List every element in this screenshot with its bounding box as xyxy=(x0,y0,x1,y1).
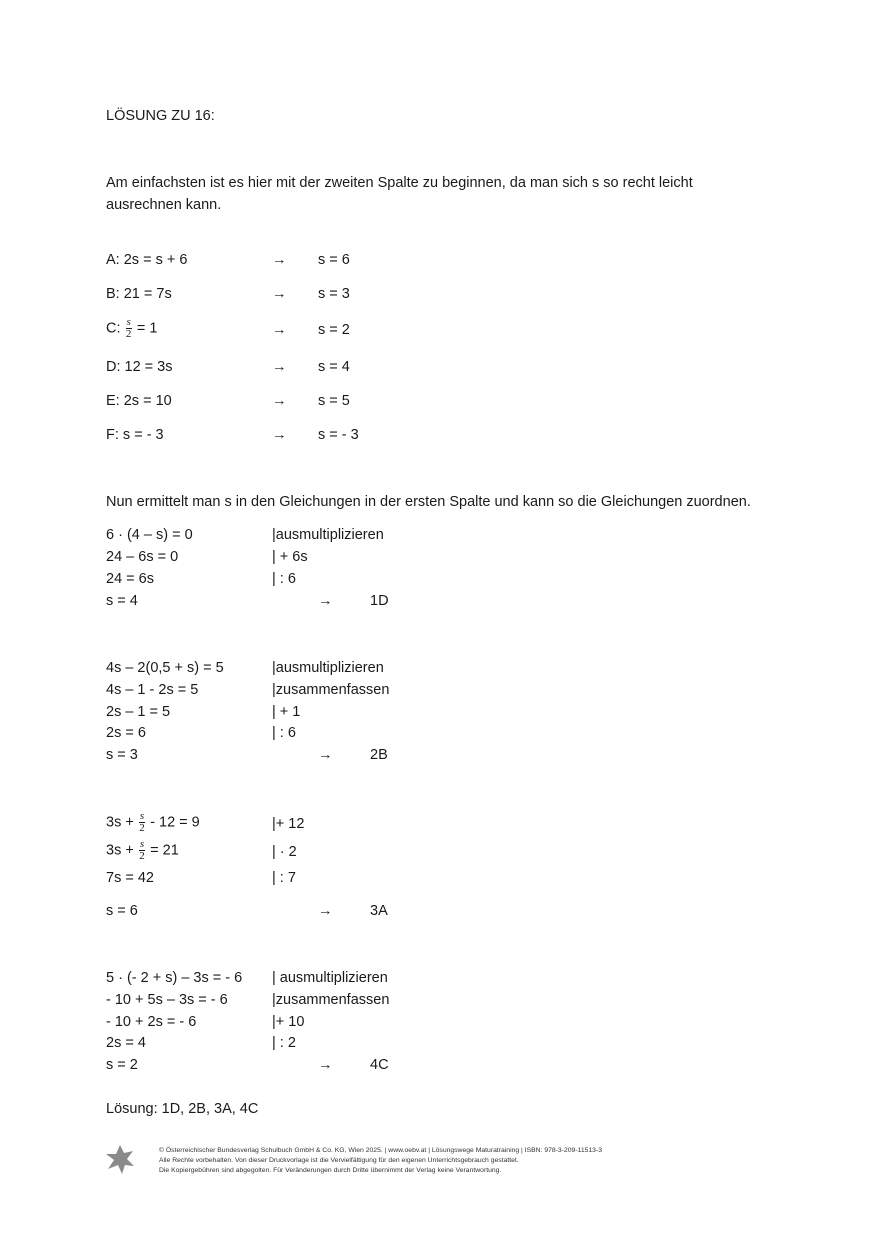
intro-line-1: Am einfachsten ist es hier mit der zweiten Spalte zu beginnen, da man sich s so recht leicht xyxy=(106,175,693,191)
page-title: LÖSUNG ZU 16: xyxy=(106,108,215,124)
equation: 24 = 6s xyxy=(106,571,154,587)
footer-line-3: Die Kopiergebühren sind abgegolten. Für Veränderungen durch Dritte übernimmt der Verlag keine Verantwortung. xyxy=(159,1167,502,1174)
operation: |+ 10 xyxy=(272,1014,305,1030)
operation: | : 2 xyxy=(272,1035,296,1051)
col2-eq-a: A: 2s = s + 6 xyxy=(106,252,188,268)
operation: |ausmultiplizieren xyxy=(272,527,384,543)
arrow-icon: → xyxy=(272,286,287,302)
answer: 1D xyxy=(370,593,389,609)
operation: | + 1 xyxy=(272,704,301,720)
arrow-icon: → xyxy=(318,593,333,609)
col2-result-d: s = 4 xyxy=(318,359,350,375)
equation: - 10 + 2s = - 6 xyxy=(106,1014,197,1030)
col2-eq-b: B: 21 = 7s xyxy=(106,286,172,302)
equation: 2s = 6 xyxy=(106,725,146,741)
arrow-icon: → xyxy=(318,1057,333,1073)
col2-eq-f: F: s = - 3 xyxy=(106,427,164,443)
equation: 3s + $\frac{s}{2}$ - 12 = 9 xyxy=(106,810,200,834)
transition-text: Nun ermittelt man s in den Gleichungen in der ersten Spalte und kann so die Gleichungen zuordnen. xyxy=(106,494,751,510)
arrow-icon: → xyxy=(272,322,287,338)
equation: 3s + $\frac{s}{2}$ = 21 xyxy=(106,838,179,862)
arrow-icon: → xyxy=(318,903,333,919)
arrow-icon: → xyxy=(318,747,333,763)
publisher-logo-icon xyxy=(104,1143,136,1175)
arrow-icon: → xyxy=(272,427,287,443)
col2-eq-e: E: 2s = 10 xyxy=(106,393,172,409)
result: s = 3 xyxy=(106,747,138,763)
fraction: $\frac{s}{2}$ xyxy=(139,838,145,862)
equation: 7s = 42 xyxy=(106,870,154,886)
result: s = 2 xyxy=(106,1057,138,1073)
col2-result-f: s = - 3 xyxy=(318,427,359,443)
arrow-icon: → xyxy=(272,393,287,409)
footer-line-2: Alle Rechte vorbehalten. Von dieser Druckvorlage ist die Vervielfältigung für den eigenen Unterrichtsgebrauch gestattet. xyxy=(159,1157,519,1164)
answer: 3A xyxy=(370,903,388,919)
operation: |zusammenfassen xyxy=(272,992,390,1008)
equation: 2s = 4 xyxy=(106,1035,146,1051)
arrow-icon: → xyxy=(272,359,287,375)
footer-line-1: © Österreichischer Bundesverlag Schulbuch GmbH & Co. KG, Wien 2025. | www.oebv.at | Lösungswege Maturatraining | ISBN: 978-3-209-11513-3 xyxy=(159,1147,603,1154)
operation: | : 6 xyxy=(272,725,296,741)
result: s = 6 xyxy=(106,903,138,919)
operation: | + 6s xyxy=(272,549,308,565)
col2-result-a: s = 6 xyxy=(318,252,350,268)
col2-eq-c: C: $\frac{s}{2}$ = 1 xyxy=(106,316,158,340)
result: s = 4 xyxy=(106,593,138,609)
operation: |+ 12 xyxy=(272,816,305,832)
operation: | ausmultiplizieren xyxy=(272,970,388,986)
operation: |ausmultiplizieren xyxy=(272,660,384,676)
col2-eq-d: D: 12 = 3s xyxy=(106,359,173,375)
equation: 5 · (- 2 + s) – 3s = - 6 xyxy=(106,970,243,986)
arrow-icon: → xyxy=(272,252,287,268)
equation: 2s – 1 = 5 xyxy=(106,704,171,720)
equation: 4s – 2(0,5 + s) = 5 xyxy=(106,660,224,676)
footer-text xyxy=(159,1146,602,1176)
intro-line-2: ausrechnen kann. xyxy=(106,197,222,213)
col2-result-b: s = 3 xyxy=(318,286,350,302)
answer: 2B xyxy=(370,747,388,763)
solution-summary: Lösung: 1D, 2B, 3A, 4C xyxy=(106,1101,259,1117)
fraction: $\frac{s}{2}$ xyxy=(139,810,145,834)
fraction: $\frac{s}{2}$ xyxy=(125,316,132,340)
col2-result-c: s = 2 xyxy=(318,322,350,338)
equation: 6 · (4 – s) = 0 xyxy=(106,527,193,543)
equation: 24 – 6s = 0 xyxy=(106,549,179,565)
operation: |zusammenfassen xyxy=(272,682,390,698)
equation: - 10 + 5s – 3s = - 6 xyxy=(106,992,228,1008)
operation: | · 2 xyxy=(272,844,297,860)
operation: | : 7 xyxy=(272,870,296,886)
operation: | : 6 xyxy=(272,571,296,587)
col2-result-e: s = 5 xyxy=(318,393,350,409)
answer: 4C xyxy=(370,1057,389,1073)
equation: 4s – 1 - 2s = 5 xyxy=(106,682,199,698)
